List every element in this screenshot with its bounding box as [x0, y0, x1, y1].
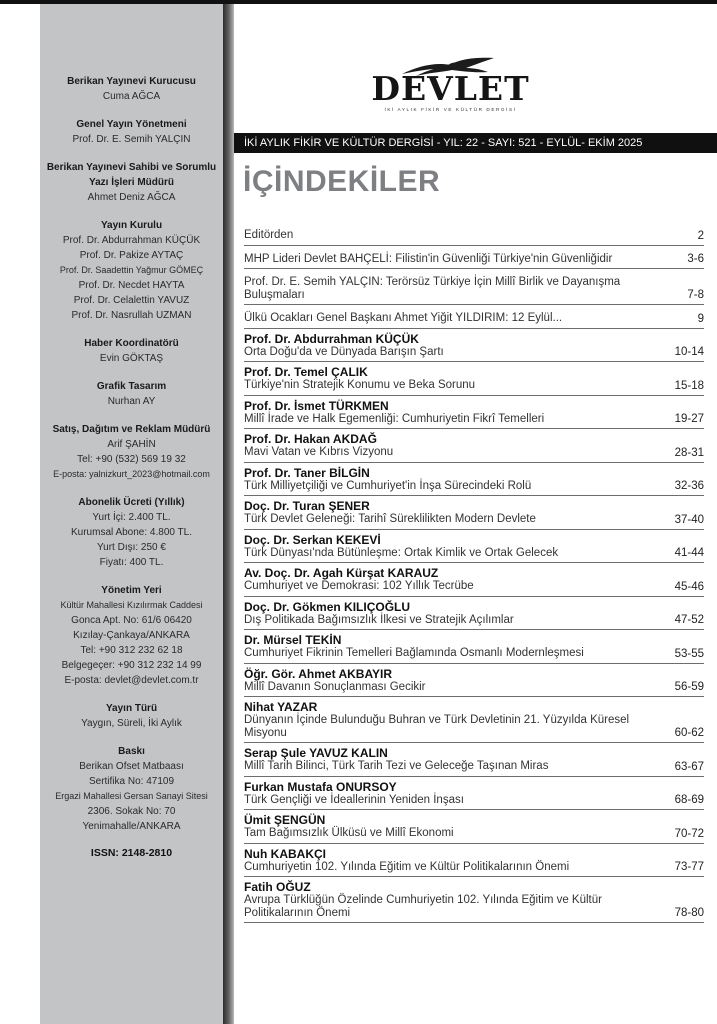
toc-title: Cumhuriyetin 102. Yılında Eğitim ve Kültür Politikalarının Önemi: [244, 860, 570, 873]
sidebar-line: Yaygın, Süreli, İki Aylık: [81, 718, 182, 729]
sidebar-line: Sertifika No: 47109: [88, 776, 175, 787]
toc-page-numbers: 73-77: [674, 861, 704, 873]
toc-author: Doç. Dr. Gökmen KILIÇOĞLU: [244, 599, 411, 614]
toc-entry: [244, 530, 704, 564]
toc-title: Türk Milliyetçiliği ve Cumhuriyet'in İnşa Sürecindeki Rolü: [244, 479, 532, 492]
sidebar-line: Tel: +90 (532) 569 19 32: [77, 454, 186, 465]
logo-tagline: İKİ AYLIK FİKİR VE KÜLTÜR DERGİSİ: [384, 107, 517, 112]
toc-title: MHP Lideri Devlet BAHÇELİ: Filistin'in Güvenliği Türkiye'nin Güvenliğidir: [244, 252, 613, 265]
sidebar-heading: Genel Yayın Yönetmeni: [76, 119, 187, 130]
toc-author: Dr. Mürsel TEKİN: [244, 633, 342, 647]
sidebar-line: Kurumsal Abone: 4.800 TL.: [70, 527, 192, 538]
toc-page-numbers: 15-18: [674, 379, 704, 392]
toc-entry: [244, 630, 704, 664]
sidebar-heading: Haber Koordinatörü: [84, 338, 179, 349]
toc-author: Furkan Mustafa ONURSOY: [244, 779, 397, 794]
toc-page-numbers: 56-59: [674, 681, 704, 693]
toc-entry: [244, 877, 704, 923]
toc-entry: [244, 810, 704, 844]
imprint-sidebar: [40, 74, 223, 859]
toc-page-numbers: 70-72: [674, 827, 704, 840]
sidebar-section: [40, 379, 223, 409]
sidebar-line: Fiyatı: 400 TL.: [99, 557, 164, 568]
issue-info-band: İKİ AYLIK FİKİR VE KÜLTÜR DERGİSİ - YIL: 22 - SAYI: 521 - EYLÜL- EKİM 2025: [234, 133, 717, 153]
sidebar-line: Prof. Dr. Necdet HAYTA: [78, 280, 185, 291]
sidebar-section: [40, 218, 223, 323]
toc-title: Mavi Vatan ve Kıbrıs Vizyonu: [244, 446, 394, 458]
toc-page-numbers: 3-6: [687, 253, 704, 265]
sidebar-line: Prof. Dr. Nasrullah UZMAN: [71, 310, 192, 321]
toc-author: Prof. Dr. Hakan AKDAĞ: [244, 432, 377, 446]
toc-entry: [244, 743, 704, 777]
toc-page-numbers: 60-62: [674, 727, 704, 739]
toc-title: Millî Davanın Sonuçlanması Gecikir: [244, 680, 426, 693]
sidebar-line: E-posta: yalnizkurt_2023@hotmail.com: [53, 469, 210, 479]
sidebar-line: 2306. Sokak No: 70: [87, 806, 176, 817]
toc-title: Cumhuriyet Fikrinin Temelleri Bağlamında Osmanlı Modernleşmesi: [244, 647, 584, 659]
toc-entry: [244, 597, 704, 631]
toc-title: Editörden: [244, 229, 294, 241]
sidebar-line: Ergazi Mahallesi Gersan Sanayi Sitesi: [55, 791, 208, 801]
sidebar-section: [40, 495, 223, 570]
toc-entry: [244, 362, 704, 396]
sidebar-line: Kızılay-Çankaya/ANKARA: [73, 630, 190, 641]
toc-page-numbers: 9: [697, 312, 704, 325]
toc-title: Orta Doğu'da ve Dünyada Barışın Şartı: [244, 345, 444, 358]
toc-entry: [244, 563, 704, 597]
sidebar-line: E-posta: devlet@devlet.com.tr: [64, 675, 199, 686]
toc-title: Millî İrade ve Halk Egemenliği: Cumhuriyetin Fikrî Temelleri: [244, 412, 545, 425]
page-spine-shadow: [223, 4, 234, 1024]
sidebar-section: [40, 422, 223, 482]
toc-entry: [244, 269, 704, 305]
sidebar-line: Prof. Dr. Celalettin YAVUZ: [73, 295, 190, 306]
sidebar-heading: Yayın Türü: [105, 703, 158, 714]
sidebar-line: Gonca Apt. No: 61/6 06420: [71, 615, 192, 626]
toc-author: Prof. Dr. Abdurrahman KÜÇÜK: [244, 331, 419, 346]
toc-title: Dış Politikada Bağımsızlık İlkesi ve Stratejik Açılımlar: [244, 613, 514, 626]
toc-title: Dünyanın İçinde Bulunduğu Buhran ve Türk Devletinin 21. Yüzyılda Küresel Misyonu: [244, 714, 630, 739]
toc-title: Tam Bağımsızlık Ülküsü ve Millî Ekonomi: [244, 827, 454, 839]
issn-number: ISSN: 2148-2810: [90, 847, 173, 859]
sidebar-line: Kültür Mahallesi Kızılırmak Caddesi: [60, 600, 203, 610]
toc-page-numbers: 28-31: [674, 446, 704, 459]
toc-page-numbers: 68-69: [674, 794, 704, 806]
table-of-contents: [244, 222, 704, 923]
sidebar-section: [40, 160, 223, 205]
toc-entry: [244, 305, 704, 329]
sidebar-heading: Berikan Yayınevi Sahibi ve Sorumlu Yazı İşleri Müdürü: [46, 162, 217, 188]
toc-entry: [244, 496, 704, 530]
toc-author: Doç. Dr. Serkan KEKEVİ: [244, 532, 381, 547]
toc-entry: [244, 844, 704, 878]
toc-title: Prof. Dr. E. Semih YALÇIN: Terörsüz Türkiye İçin Millî Birlik ve Dayanışma Buluşmaları: [244, 276, 621, 301]
sidebar-line: Evin GÖKTAŞ: [99, 353, 164, 364]
devlet-logo: [368, 56, 533, 122]
toc-entry: [244, 222, 704, 246]
sidebar-section: [40, 583, 223, 688]
toc-title: Avrupa Türklüğün Özelinde Cumhuriyetin 102. Yılında Eğitim ve Kültür Politikalarının Önemi: [244, 894, 602, 919]
sidebar-line: Prof. Dr. E. Semih YALÇIN: [72, 134, 191, 145]
sidebar-section: [40, 744, 223, 834]
toc-author: Av. Doç. Dr. Agah Kürşat KARAUZ: [244, 566, 439, 580]
sidebar-line: Ahmet Deniz AĞCA: [87, 192, 176, 203]
sidebar-line: Arif ŞAHİN: [107, 439, 156, 450]
sidebar-line: Prof. Dr. Abdurrahman KÜÇÜK: [62, 235, 201, 246]
sidebar-line: Tel: +90 312 232 62 18: [80, 645, 183, 656]
sidebar-line: Belgegeçer: +90 312 232 14 99: [61, 660, 202, 671]
toc-page-numbers: 53-55: [674, 647, 704, 660]
toc-page-numbers: 37-40: [674, 513, 704, 526]
toc-title: Millî Tarih Bilinci, Türk Tarih Tezi ve Geleceğe Taşınan Miras: [244, 760, 549, 772]
sidebar-section: [40, 74, 223, 104]
sidebar-line: Cuma AĞCA: [102, 91, 161, 102]
toc-page-numbers: 45-46: [674, 580, 704, 593]
sidebar-line: Prof. Dr. Pakize AYTAÇ: [79, 250, 184, 261]
sidebar-heading: Satış, Dağıtım ve Reklam Müdürü: [52, 424, 211, 435]
sidebar-line: Prof. Dr. Saadettin Yağmur GÖMEÇ: [59, 265, 204, 275]
toc-author: Doç. Dr. Turan ŞENER: [244, 499, 370, 513]
sidebar-heading: Baskı: [118, 746, 145, 757]
toc-entry: [244, 396, 704, 430]
sidebar-line: Yurt İçi: 2.400 TL.: [92, 512, 171, 523]
sidebar-heading: Grafik Tasarım: [96, 381, 167, 392]
toc-author: Prof. Dr. Temel ÇALIK: [244, 365, 368, 379]
toc-page-numbers: 78-80: [674, 907, 704, 919]
toc-author: Öğr. Gör. Ahmet AKBAYIR: [244, 666, 393, 681]
toc-title: Türk Devlet Geleneği: Tarihî Süreklilikten Modern Devlete: [244, 513, 536, 525]
sidebar-line: Yenimahalle/ANKARA: [82, 821, 181, 832]
sidebar-heading: Berikan Yayınevi Kurucusu: [67, 76, 196, 87]
toc-author: Nuh KABAKÇI: [244, 846, 326, 861]
toc-author: Ümit ŞENGÜN: [244, 813, 326, 827]
toc-page-numbers: 19-27: [674, 413, 704, 425]
toc-entry: [244, 329, 704, 363]
toc-title: Türk Gençliği ve İdeallerinin Yeniden İnşası: [244, 793, 464, 806]
toc-entry: [244, 429, 704, 463]
sidebar-section: [40, 336, 223, 366]
sidebar-line: Nurhan AY: [107, 396, 156, 407]
sidebar-heading: Yayın Kurulu: [100, 220, 163, 231]
toc-author: Fatih OĞUZ: [244, 880, 311, 894]
toc-author: Prof. Dr. İsmet TÜRKMEN: [244, 398, 389, 413]
sidebar-section: [40, 701, 223, 731]
toc-title: Ülkü Ocakları Genel Başkanı Ahmet Yiğit YILDIRIM: 12 Eylül...: [244, 312, 563, 324]
toc-author: Nihat YAZAR: [244, 700, 318, 714]
sidebar-line: Yurt Dışı: 250 €: [97, 542, 166, 553]
sidebar-section: [40, 117, 223, 147]
toc-author: Serap Şule YAVUZ KALIN: [244, 746, 388, 760]
toc-title: Türk Dünyası'nda Bütünleşme: Ortak Kimlik ve Ortak Gelecek: [244, 546, 559, 559]
toc-entry: [244, 777, 704, 811]
toc-page-numbers: 7-8: [687, 289, 704, 301]
toc-page-numbers: 63-67: [674, 760, 704, 773]
toc-page-numbers: 47-52: [674, 614, 704, 626]
toc-title: Cumhuriyet ve Demokrasi: 102 Yıllık Tecrübe: [244, 580, 474, 592]
toc-page-numbers: 10-14: [674, 346, 704, 358]
toc-page-numbers: 32-36: [674, 480, 704, 492]
toc-entry: [244, 697, 704, 743]
logo-wordmark: DEVLET: [371, 69, 530, 108]
toc-entry: [244, 463, 704, 497]
toc-title: Türkiye'nin Stratejik Konumu ve Beka Sorunu: [244, 379, 476, 391]
page-title: İÇİNDEKİLER: [243, 165, 441, 198]
toc-page-numbers: 2: [697, 229, 704, 242]
sidebar-heading: Abonelik Ücreti (Yıllık): [78, 497, 185, 508]
toc-entry: [244, 246, 704, 270]
sidebar-heading: Yönetim Yeri: [101, 585, 162, 596]
toc-entry: [244, 664, 704, 698]
toc-page-numbers: 41-44: [674, 547, 704, 559]
sidebar-line: Berikan Ofset Matbaası: [79, 761, 184, 772]
toc-author: Prof. Dr. Taner BİLGİN: [244, 465, 370, 480]
